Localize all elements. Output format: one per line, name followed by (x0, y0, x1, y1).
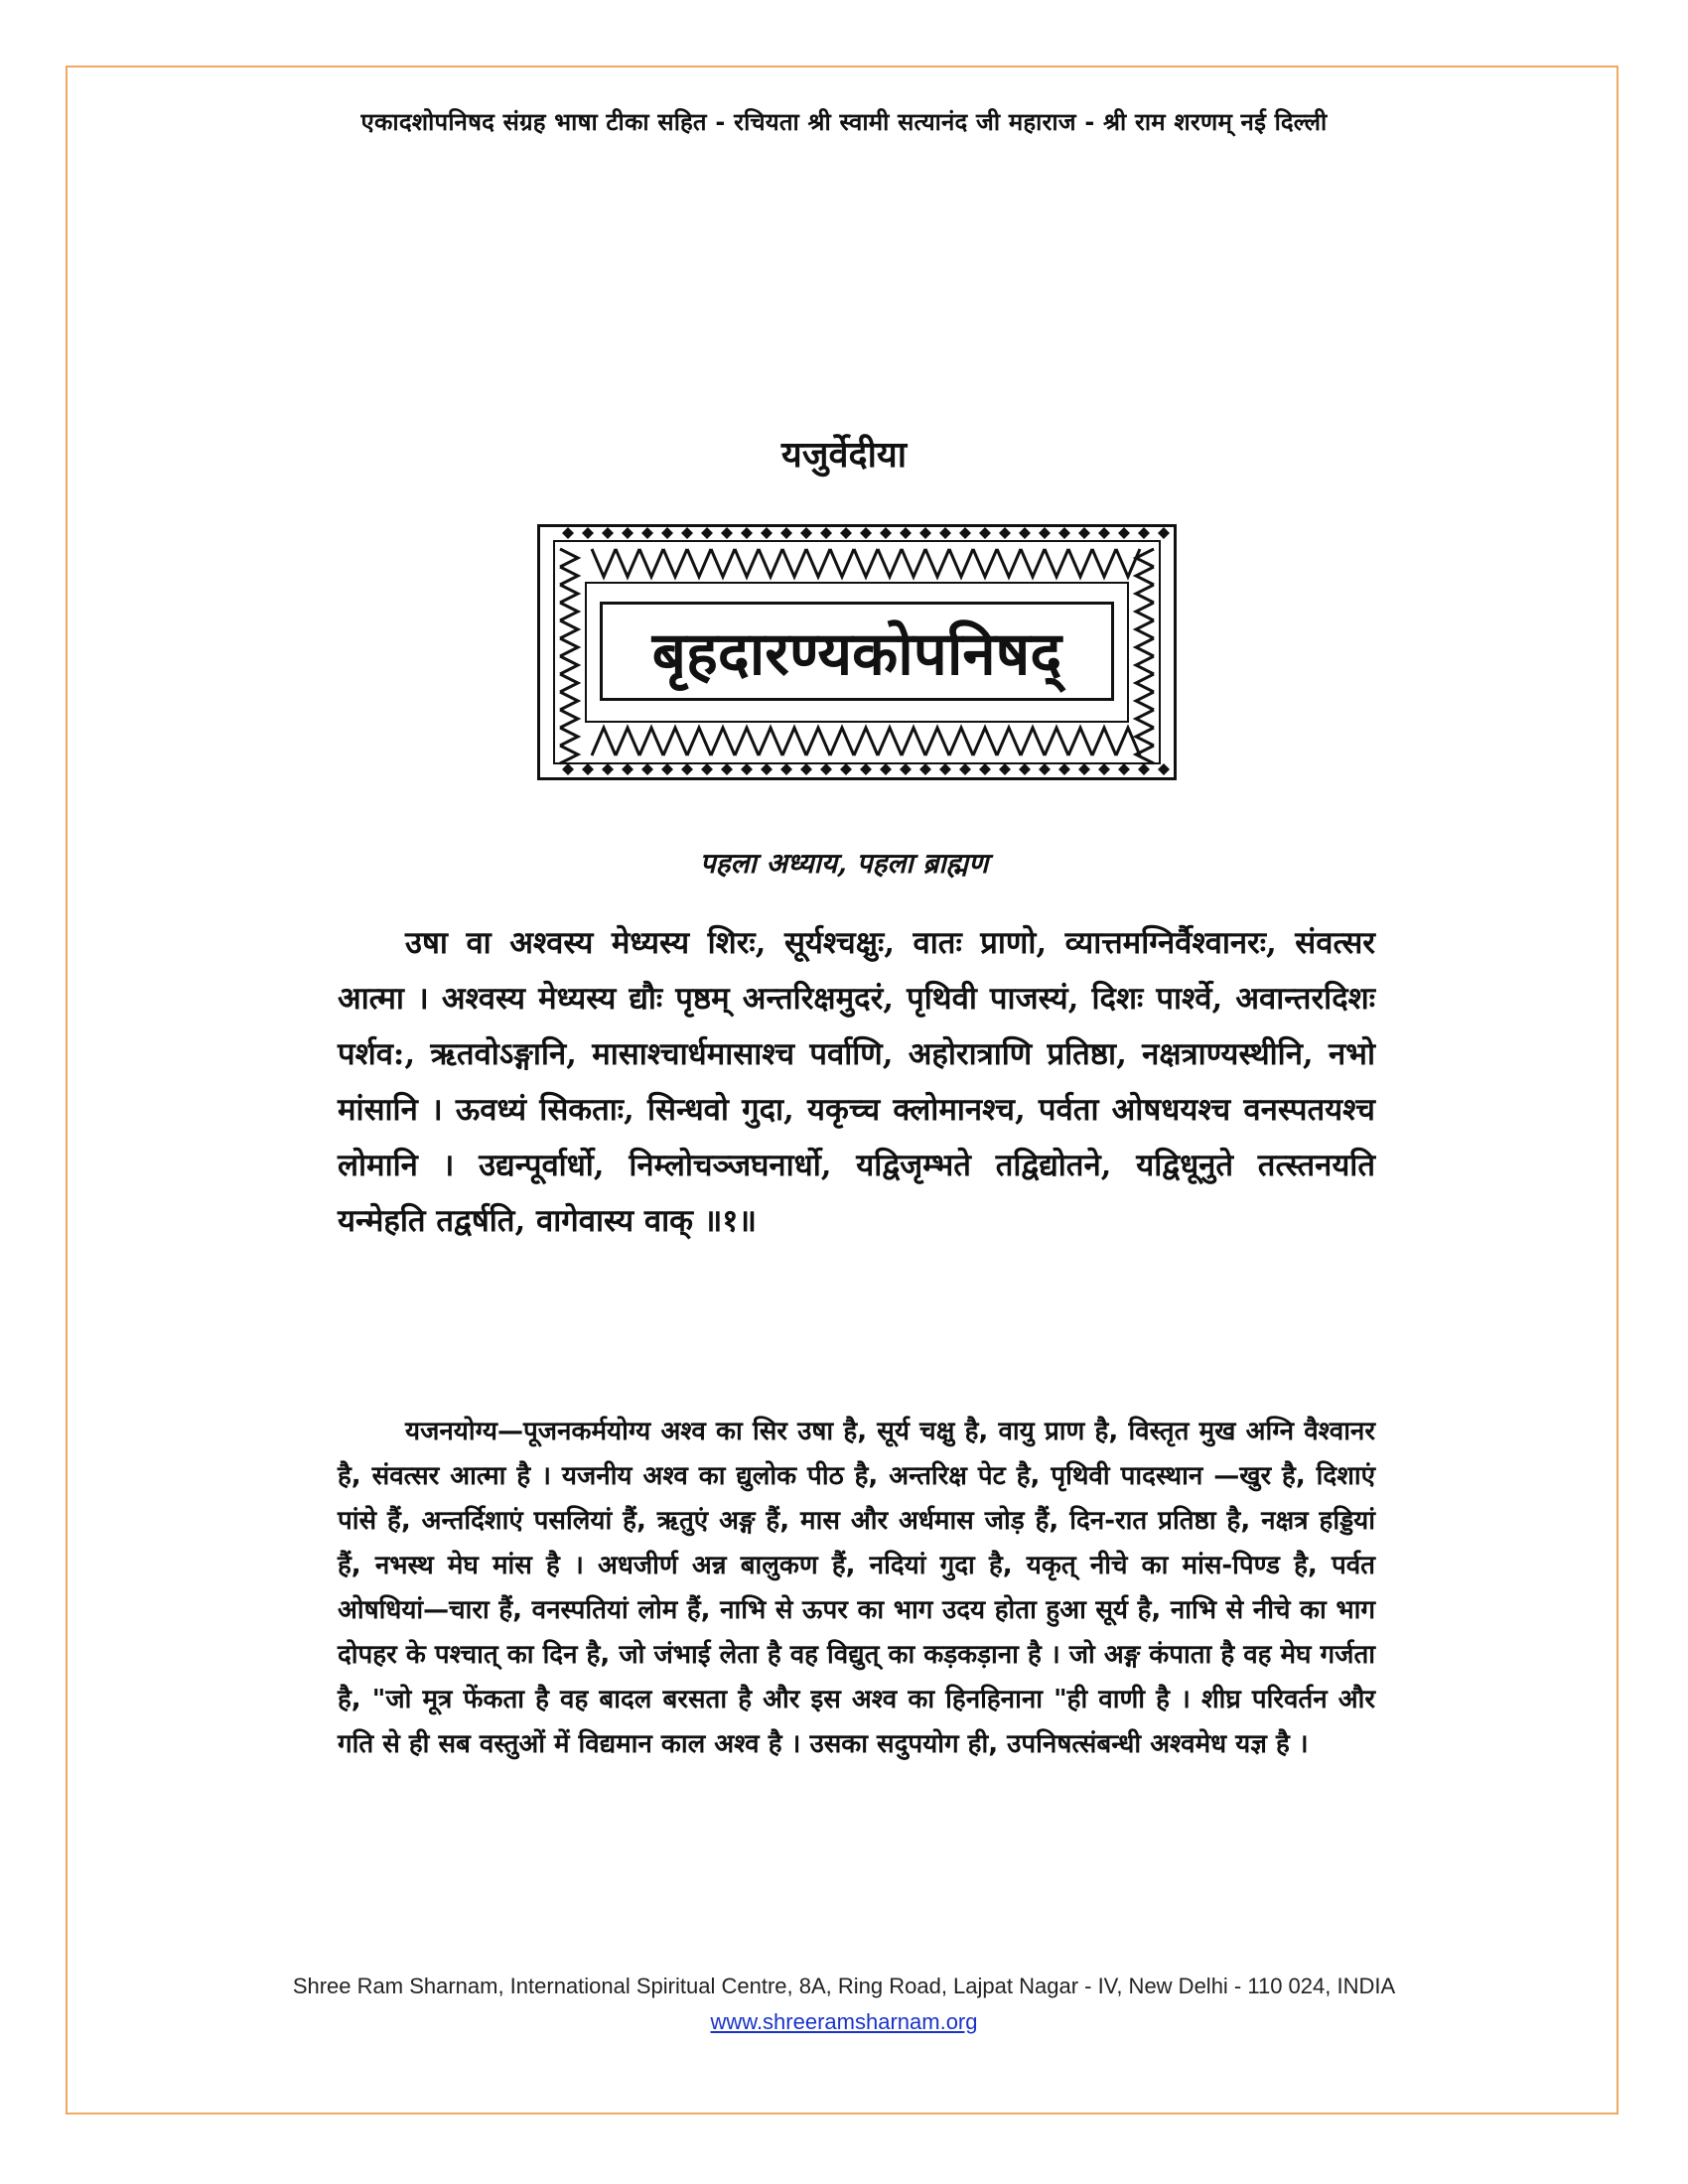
veda-label: यजुर्वेदीया (780, 434, 908, 476)
hindi-commentary: यजनयोग्य—पूजनकर्मयोग्य अश्व का सिर उषा है, सूर्य चक्षु है, वायु प्राण है, विस्तृत मुख अग्नि वैश्वानर है, संवत्सर आत्मा है । यजनीय अश्व का द्युलोक पीठ है, अन्तरिक्ष पेट है, पृथिवी पादस्थान —खुर है, दिशाएं पांसे हैं, अन्तर्दिशाएं पसलियां हैं, ऋतुएं अङ्ग हैं, मास और अर्धमास जोड़ हैं, दिन-रात प्रतिष्ठा है, नक्षत्र हड्डियां हैं, नभस्थ मेघ मांस है । अधजीर्ण अन्न बालुकण हैं, नदियां गुदा है, यकृत् नीचे का मांस-पिण्ड है, पर्वत ओषधियां—चारा हैं, वनस्पतियां लोम हैं, नाभि से ऊपर का भाग उदय होता हुआ सूर्य है, नाभि से नीचे का भाग दोपहर के पश्चात् का दिन है, जो जंभाई लेता है वह विद्युत् का कड़कड़ाना है । जो अङ्ग कंपाता है वह मेघ गर्जता है, "जो मूत्र फेंकता है वह बादल बरसता है और इस अश्व का हिनहिनाना "ही वाणी है । शीघ्र परिवर्तन और गति से ही सब वस्तुओं में विद्यमान काल अश्व है । उसका सदुपयोग ही, उपनिषत्संबन्धी अश्वमेध यज्ञ है । (338, 1417, 1375, 1759)
chapter-heading: पहला अध्याय, पहला ब्राह्मण (699, 847, 989, 880)
ornamental-title-frame (537, 524, 1177, 780)
footer-address: Shree Ram Sharnam, International Spiritual Centre, 8A, Ring Road, Lajpat Nagar - IV, New Delhi - 110 024, INDIA (292, 1974, 1396, 1998)
upanishad-title: बृहदारण्यकोपनिषद् (600, 602, 1114, 701)
website-link[interactable]: www.shreeramsharnam.org (710, 2009, 978, 2034)
sanskrit-verse: उषा वा अश्वस्य मेध्यस्य शिरः, सूर्यश्चक्षुः, वातः प्राणो, व्यात्तमग्निर्वैश्वानरः, संवत्सर आत्मा । अश्वस्य मेध्यस्य द्यौः पृष्ठम् अन्तरिक्षमुदरं, पृथिवी पाजस्यं, दिशः पार्श्वे, अवान्तरदिशः पर्शव:, ऋतवोऽङ्गानि, मासाश्चार्धमासाश्च पर्वाणि, अहोरात्राणि प्रतिष्ठा, नक्षत्राण्यस्थीनि, नभो मांसानि । ऊवध्यं सिकताः, सिन्धवो गुदा, यकृच्च क्लोमानश्च, पर्वता ओषधयश्च वनस्पतयश्च लोमानि । उद्यन्पूर्वार्धो, निम्लोचञ्जघनार्धो, यद्विजृम्भते तद्विद्योतने, यद्विधूनुते तत्स्तनयति यन्मेहति तद्वर्षति, वागेवास्य वाक् ॥१॥ (338, 925, 1375, 1239)
running-header: एकादशोपनिषद संग्रह भाषा टीका सहित - रचियता श्री स्वामी सत्यानंद जी महाराज - श्री राम शरणम् नई दिल्ली (360, 108, 1328, 136)
